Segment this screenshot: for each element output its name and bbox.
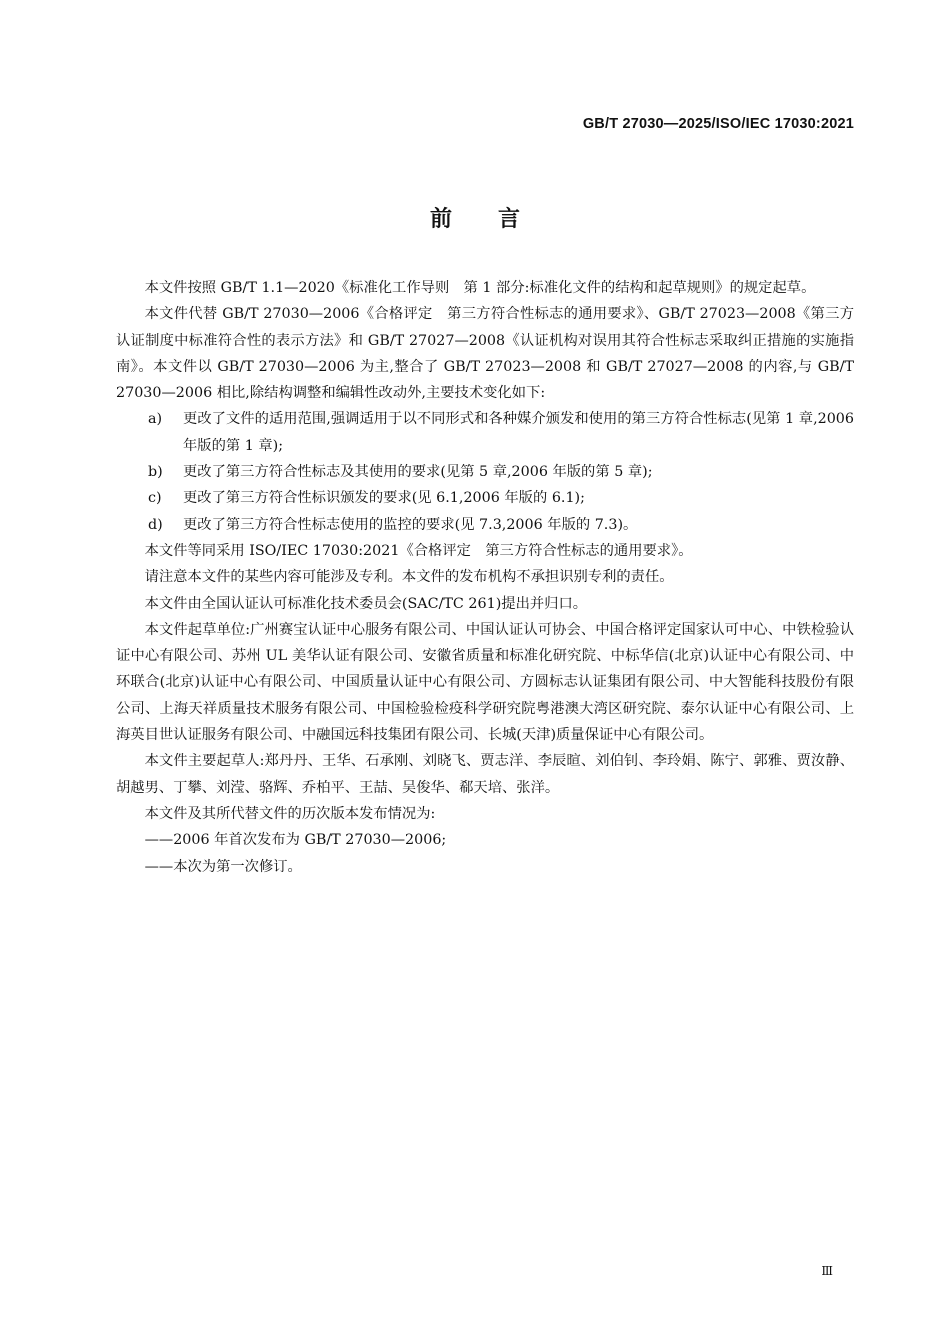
paragraph-history-revision: ——本次为第一次修订。: [144, 858, 302, 875]
list-marker: a): [148, 411, 163, 428]
list-item-change-a: [148, 406, 854, 459]
list-marker: d): [148, 516, 163, 533]
paragraph-replacement: 本文件代替 GB/T 27030—2006《合格评定 第三方符合性标志的通用要求》、GB/T 27023—2008《第三方认证制度中标准符合性的表示方法》和 GB/T 27027—2008《认证机构对误用其符合性标志采取纠正措施的实施指南》。本文件以 GB/T 27030—2006 为主,整合了 GB/T 27023—2008 和 GB/T 27027—2008 的内容,与 GB/T 27030—2006 相比,除结构调整和编辑性改动外,主要技术变化如下:: [116, 306, 854, 402]
paragraph-drafting-basis: 本文件按照 GB/T 1.1—2020《标准化工作导则 第 1 部分:标准化文件的结构和起草规则》的规定起草。: [144, 280, 816, 296]
list-item-text: 更改了第三方符合性标志使用的监控的要求(见 7.3,2006 年版的 7.3)。: [183, 516, 638, 533]
paragraph-drafters: 本文件主要起草人:郑丹丹、王华、石承刚、刘晓飞、贾志洋、李辰暄、刘伯钊、李玲娟、陈宁、郭雅、贾汝静、胡越男、丁攀、刘滢、骆辉、乔柏平、王喆、吴俊华、郗天培、张洋。: [116, 753, 854, 796]
list-item-text: 更改了文件的适用范围,强调适用于以不同形式和各种媒介颁发和使用的第三方符合性标志(见第 1 章,2006 年版的第 1 章);: [183, 411, 854, 454]
foreword-body: [116, 275, 854, 880]
paragraph-patent-notice: 请注意本文件的某些内容可能涉及专利。本文件的发布机构不承担识别专利的责任。: [144, 569, 674, 586]
list-marker: c): [148, 490, 162, 507]
page-number: Ⅲ: [821, 1264, 833, 1278]
paragraph-committee: 本文件由全国认证认可标准化技术委员会(SAC/TC 261)提出并归口。: [144, 595, 588, 612]
list-item-change-d: [148, 512, 854, 538]
list-item-change-c: [148, 485, 854, 511]
paragraph-equivalent-adoption: 本文件等同采用 ISO/IEC 17030:2021《合格评定 第三方符合性标志的通用要求》。: [144, 542, 693, 559]
page-title: 前言: [429, 207, 566, 232]
list-item-change-b: [148, 459, 854, 485]
list-item-text: 更改了第三方符合性标识颁发的要求(见 6.1,2006 年版的 6.1);: [183, 490, 585, 507]
list-marker: b): [148, 464, 163, 481]
paragraph-history-first: ——2006 年首次发布为 GB/T 27030—2006;: [144, 832, 447, 849]
paragraph-drafting-organizations: 本文件起草单位:广州赛宝认证中心服务有限公司、中国认证认可协会、中国合格评定国家认可中心、中铁检验认证中心有限公司、苏州 UL 美华认证有限公司、安徽省质量和标准化研究院、中标华信(北京)认证中心有限公司、中环联合(北京)认证中心有限公司、中国质量认证中心有限公司、方圆标志认证集团有限公司、中大智能科技股份有限公司、上海天祥质量技术服务有限公司、中国检验检疫科学研究院粤港澳大湾区研究院、泰尔认证中心有限公司、上海英目世认证服务有限公司、中融国远科技集团有限公司、长城(天津)质量保证中心有限公司。: [116, 621, 854, 744]
standard-code-header: GB/T 27030—2025/ISO/IEC 17030:2021: [582, 116, 854, 132]
list-item-text: 更改了第三方符合性标志及其使用的要求(见第 5 章,2006 年版的第 5 章);: [183, 464, 653, 481]
paragraph-history-intro: 本文件及其所代替文件的历次版本发布情况为:: [144, 805, 436, 822]
